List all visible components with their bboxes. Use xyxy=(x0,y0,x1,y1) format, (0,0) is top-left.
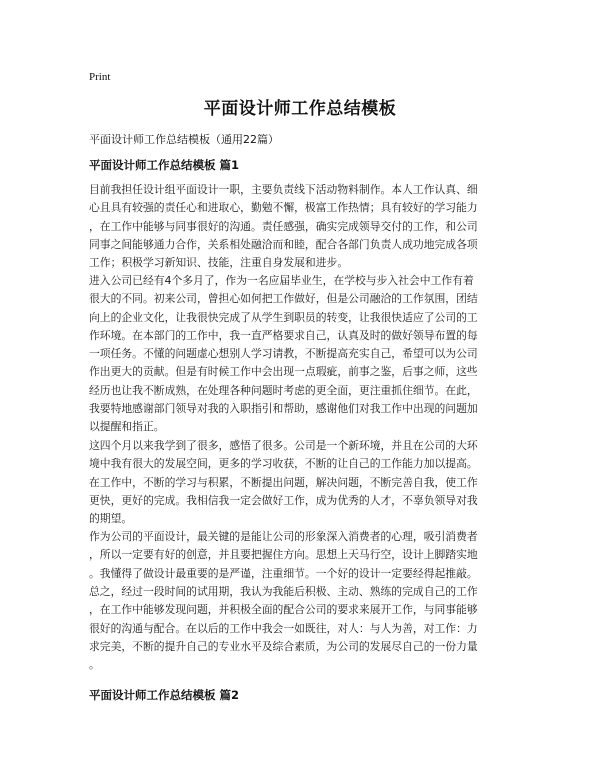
paragraph-line: 求完美，不断的提升自己的专业水平及综合素质，为公司的发展尽自己的一份力量 xyxy=(89,639,478,653)
paragraph-line: 目前我担任设计组平面设计一职，主要负责线下活动物料制作。本人工作认真、细 xyxy=(89,183,478,196)
paragraph-line: 作为公司的平面设计，最关键的是能让公司的形象深入消费者的心理，吸引消费者 xyxy=(89,530,478,543)
paragraph-3 xyxy=(89,437,517,528)
paragraph-2 xyxy=(89,272,517,437)
paragraph-line: 这四个月以来我学到了很多，感悟了很多。公司是一个新环境，并且在公司的大环 xyxy=(89,439,478,452)
document-subtitle: 平面设计师工作总结模板（通用22篇） xyxy=(89,133,279,146)
paragraph-line: 一项任务。不懂的问题虚心想别人学习请教，不断提高充实自己，希望可以为公司 xyxy=(89,347,478,361)
paragraph-line: 更快，更好的完成。我相信我一定会做好工作，成为优秀的人才，不辜负领导对我 xyxy=(89,493,478,507)
paragraph-line: ，所以一定要有好的创意，并且要把握住方向。思想上天马行空，设计上脚踏实地 xyxy=(89,548,478,562)
paragraph-line: 境中我有很大的发展空间，更多的学习收获，不断的让自己的工作能力加以提高。 xyxy=(89,457,478,471)
paragraph-line: 向上的企业文化，让我很快完成了从学生到职员的转变，让我很快适应了公司的工 xyxy=(89,310,478,324)
paragraph-line: 同事之间能够通力合作，关系相处融洽而和睦，配合各部门负责人成功地完成各项 xyxy=(89,237,478,251)
paragraph-line: 经历也让我不断成熟，在处理各种问题时考虑的更全面，更注重抓住细节。在此， xyxy=(89,383,478,397)
print-link[interactable]: Print xyxy=(89,71,111,83)
paragraph-line: 心且具有较强的责任心和进取心，勤勉不懈，极富工作热情；具有较好的学习能力 xyxy=(89,201,478,215)
paragraph-1 xyxy=(89,181,517,272)
section-heading-2: 平面设计师工作总结模板 篇2 xyxy=(89,688,240,702)
paragraph-line: ，在工作中能够发现问题，并积极全面的配合公司的要求来展开工作，与同事能够 xyxy=(89,603,478,617)
paragraph-line: 很大的不同。初来公司，曾担心如何把工作做好，但是公司融洽的工作氛围，团结 xyxy=(89,292,478,306)
paragraph-line: 很好的沟通与配合。在以后的工作中我会一如既往，对人：与人为善，对工作：力 xyxy=(89,621,478,635)
paragraph-line: 在工作中，不断的学习与积累，不断提出问题，解决问题，不断完善自我，使工作 xyxy=(89,475,478,489)
paragraph-line: 进入公司已经有4个多月了，作为一名应届毕业生，在学校与步入社会中工作有着 xyxy=(89,274,474,287)
paragraph-line: 总之，经过一段时间的试用期，我认为我能后积极、主动、熟练的完成自己的工作 xyxy=(89,585,478,598)
paragraph-line: 。 xyxy=(89,658,100,672)
paragraph-line: ，在工作中能够与同事很好的沟通。责任感强，确实完成领导交付的工作，和公司 xyxy=(89,219,478,233)
paragraph-line: 的期望。 xyxy=(89,512,133,526)
paragraph-line: 作环境。在本部门的工作中，我一直严格要求自己，认真及时的做好领导布置的每 xyxy=(89,328,478,342)
paragraph-line: 。我懂得了做设计最重要的是严谨，注重细节。一个好的设计一定要经得起推敲。 xyxy=(89,566,478,580)
section-heading-1: 平面设计师工作总结模板 篇1 xyxy=(89,158,240,172)
page-title: 平面设计师工作总结模板 xyxy=(203,99,397,119)
paragraph-line: 作出更大的贡献。但是有时候工作中会出现一点瑕疵，前事之鉴，后事之师，这些 xyxy=(89,365,478,379)
paragraph-line: 我要特地感谢部门领导对我的入职指引和帮助，感谢他们对我工作中出现的问题加 xyxy=(89,402,478,416)
paragraph-line: 工作；积极学习新知识、技能，注重自身发展和进步。 xyxy=(89,256,349,270)
paragraph-5 xyxy=(89,583,517,674)
paragraph-4 xyxy=(89,528,517,583)
paragraph-line: 以提醒和指正。 xyxy=(89,420,165,434)
